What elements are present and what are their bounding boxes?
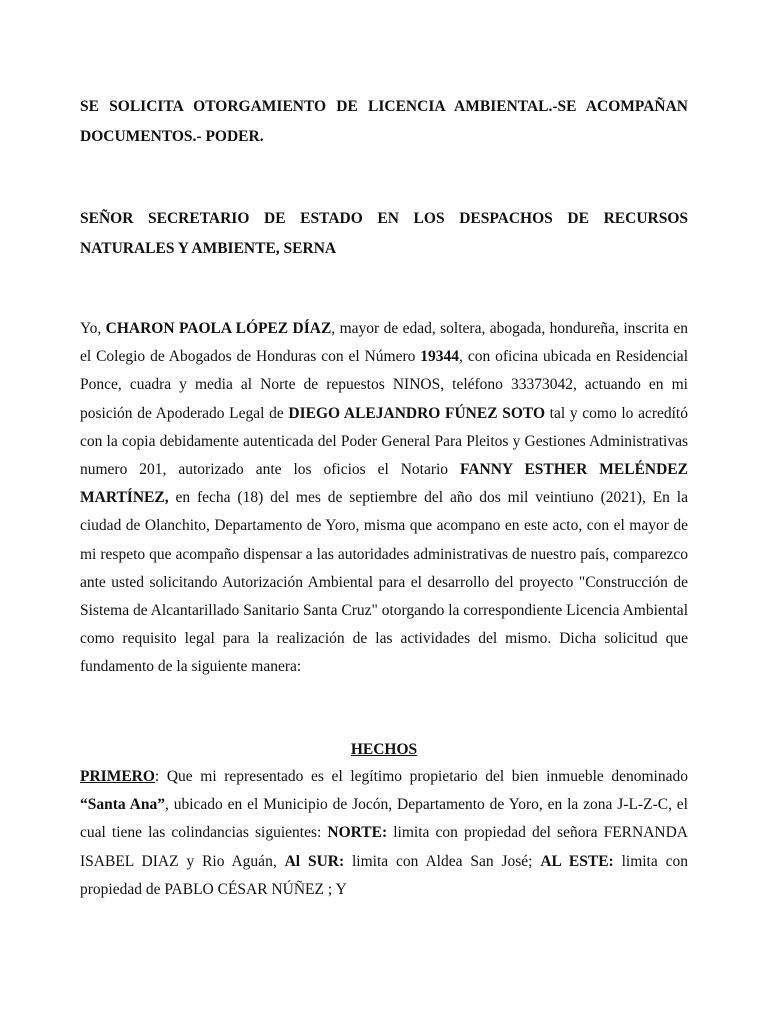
addressee: SEÑOR SECRETARIO DE ESTADO EN LOS DESPACHOS DE RECURSOS NATURALES Y AMBIENTE, SERNA (80, 210, 688, 257)
document-title: SE SOLICITA OTORGAMIENTO DE LICENCIA AMBIENTAL.-SE ACOMPAÑAN DOCUMENTOS.- PODER. (80, 98, 688, 145)
intro-text-2: , mayor de edad, soltera, abogada, hondureña, inscrita en el Colegio de Abogados de Honduras con el Número (80, 320, 688, 366)
first-text-5: limita con propiedad de PABLO CÉSAR NÚÑEZ ; Y (80, 852, 688, 898)
north-label: NORTE: (327, 824, 388, 842)
client-name: DIEGO ALEJANDRO FÚNEZ SOTO (288, 404, 546, 422)
first-text-4: limita con Aldea San José; (344, 852, 541, 870)
notary-name: FANNY ESTHER MELÉNDEZ MARTÍNEZ, (80, 461, 688, 507)
bar-number: 19344 (420, 348, 460, 366)
first-label: PRIMERO (80, 768, 155, 785)
east-label: AL ESTE: (540, 852, 614, 870)
intro-paragraph (80, 315, 688, 682)
property-name: “Santa Ana” (80, 796, 165, 814)
south-label: Al SUR: (284, 852, 345, 870)
section-title-hechos: HECHOS (350, 741, 418, 758)
intro-text-4: tal y como lo acredító con la copia debidamente autenticada del Poder General Para Pleitos y Gestiones Administrativas numero 201, autorizado ante los oficios el Notario (80, 404, 688, 479)
intro-text-1: Yo, (80, 320, 106, 337)
first-text-3: limita con propiedad del señora FERNANDA ISABEL DIAZ y Rio Aguán, (80, 824, 688, 870)
intro-text-3: , con oficina ubicada en Residencial Ponce, cuadra y media al Norte de repuestos NINOS, teléfono 33373042, actuando en mi posición de Apoderado Legal de (80, 348, 688, 422)
applicant-name: CHARON PAOLA LÓPEZ DÍAZ (105, 320, 332, 337)
first-text-1: : Que mi representado es el legítimo propietario del bien inmueble denominado (154, 768, 688, 785)
intro-text-5: en fecha (18) del mes de septiembre del año dos mil veintiuno (2021), En la ciudad de Olanchito, Departamento de Yoro, misma que acompano en este acto, con el mayor de mi respeto que acompaño dispensar a las autoridades administrativas de nuestro país, comparezco ante usted solicitando Autorización Ambiental para el desarrollo del proyecto "Construcción de Sistema de Alcantarillado Sanitario Santa Cruz" otorgando la correspondiente Licencia Ambiental como requisito legal para la realización de las actividades del mismo. Dicha solicitud que fundamento de la siguiente manera: (80, 489, 688, 676)
first-text-2: , ubicado en el Municipio de Jocón, Departamento de Yoro, en la zona J-L-Z-C, el cual tiene las colindancias siguientes: (80, 796, 688, 842)
first-fact-paragraph (80, 763, 688, 904)
